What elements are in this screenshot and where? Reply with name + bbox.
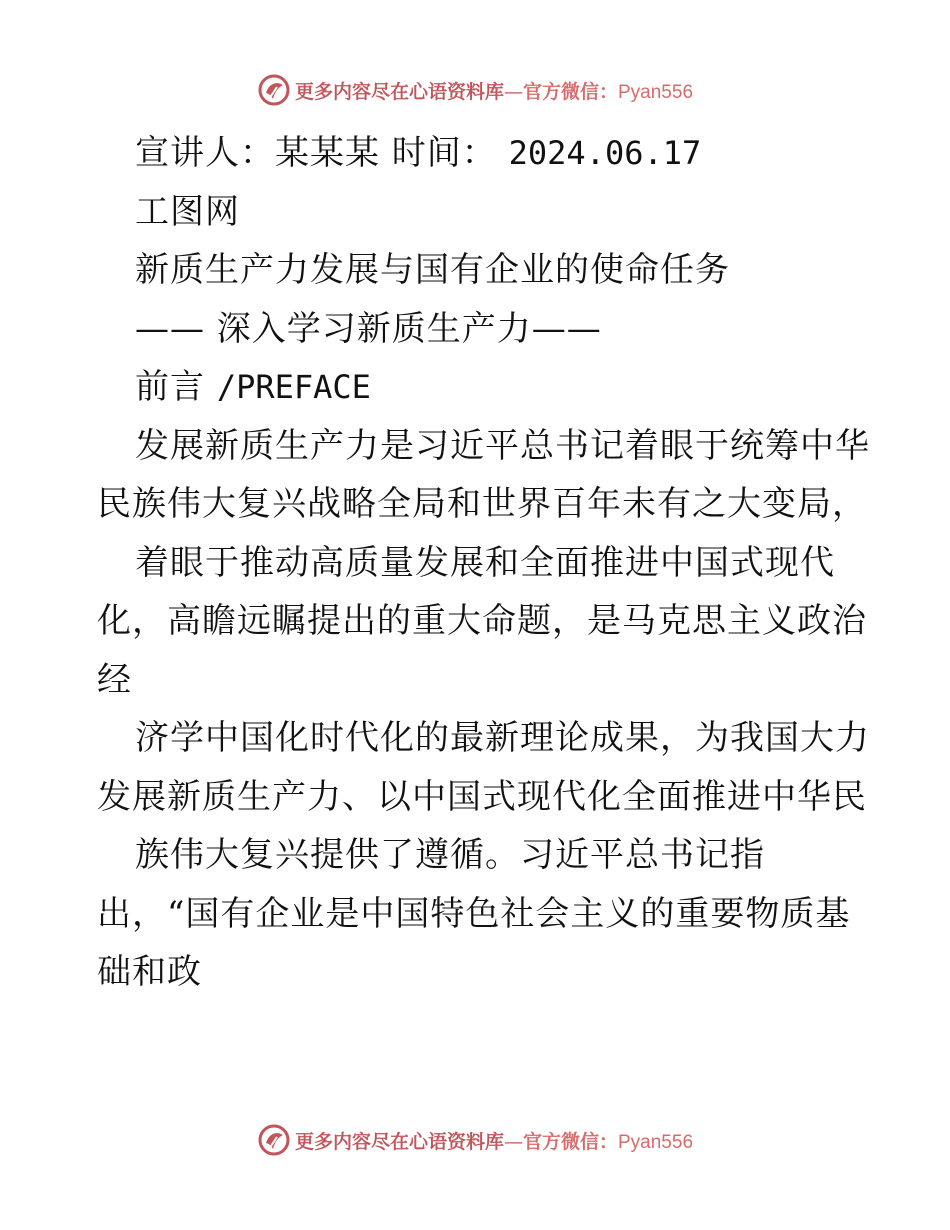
paragraph-line: 础和政 xyxy=(97,952,202,992)
preface-en: /PREFACE xyxy=(216,368,371,406)
paragraph-line: 着眼于推动高质量发展和全面推进中国式现代 xyxy=(135,542,835,583)
ribbon-logo-icon xyxy=(257,73,291,107)
paragraph-line: 族伟大复兴提供了遵循。习近平总书记指 xyxy=(135,835,765,875)
banner-site-text: 更多内容尽在心语资料库 xyxy=(294,1130,504,1153)
preface-cn: 前言 xyxy=(135,367,217,407)
paragraph-line: 经 xyxy=(97,659,132,700)
document-body xyxy=(97,124,870,1002)
preface-heading xyxy=(97,358,857,417)
source-line: 工图网 xyxy=(135,191,240,232)
speaker-label: 宣讲人：某某某 时间： xyxy=(135,133,497,173)
paragraph-line: 化，高瞻远瞩提出的重大命题，是马克思主义政治 xyxy=(97,601,867,641)
banner-text xyxy=(295,1127,693,1154)
banner-site-text: 更多内容尽在心语资料库 xyxy=(294,80,504,103)
paragraph-line: 发展新质生产力、以中国式现代化全面推进中华民 xyxy=(97,776,867,817)
speaker-line xyxy=(97,124,857,183)
document-title: 新质生产力发展与国有企业的使命任务 xyxy=(135,250,730,290)
banner-wechat-id: Pyan556 xyxy=(618,1131,694,1153)
banner-wechat-label: 官方微信： xyxy=(522,80,618,103)
document-subtitle: —— 深入学习新质生产力—— xyxy=(135,308,602,349)
banner-wechat-id: Pyan556 xyxy=(618,81,694,103)
top-watermark-banner xyxy=(0,70,950,110)
ribbon-logo-icon xyxy=(257,1123,291,1157)
banner-text xyxy=(295,77,693,104)
banner-wechat-label: 官方微信： xyxy=(522,1130,618,1153)
date-value: 2024.06.17 xyxy=(508,134,702,172)
banner-separator: — xyxy=(503,80,523,103)
paragraph-line: 济学中国化时代化的最新理论成果，为我国大力 xyxy=(135,718,870,758)
banner-separator: — xyxy=(503,1130,523,1153)
paragraph-line: 出，“国有企业是中国特色社会主义的重要物质基 xyxy=(97,893,851,934)
paragraph-line: 民族伟大复兴战略全局和世界百年未有之大变局， xyxy=(97,484,867,524)
bottom-watermark-banner xyxy=(0,1120,950,1160)
paragraph-line: 发展新质生产力是习近平总书记着眼于统筹中华 xyxy=(135,425,870,466)
